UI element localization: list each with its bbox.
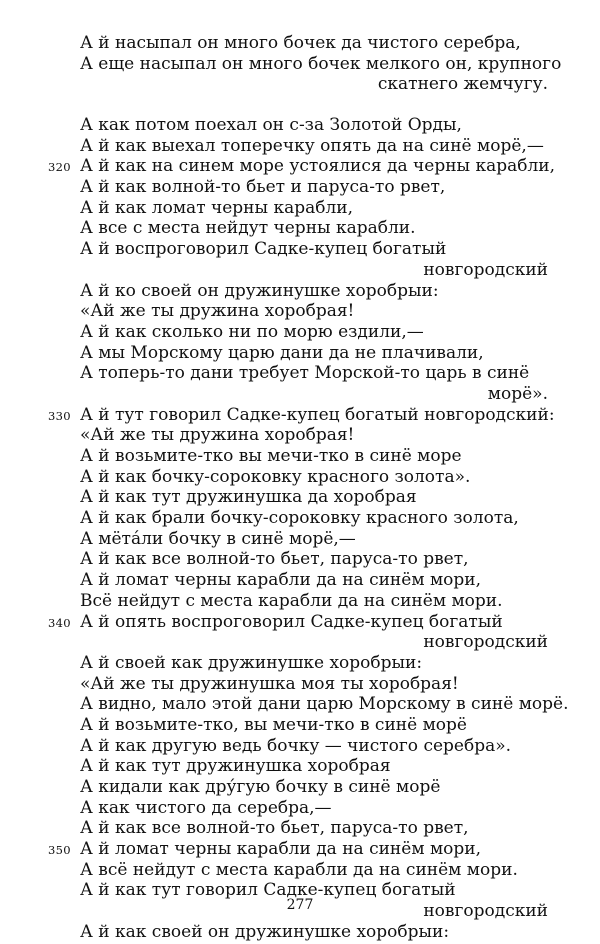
verse-text: «Ай же ты дружинушка моя ты хоробрая! [80, 673, 459, 694]
verse-text: А й ломат черны карабли да на синём мори, [80, 570, 482, 591]
verse-text: А й как сколько ни по морю ездили,— [80, 321, 424, 342]
verse-line [0, 425, 600, 446]
verse-line [0, 694, 600, 715]
verse-line [0, 674, 600, 695]
verse-text: А мы Морскому царю дани да не плачивали, [80, 342, 484, 363]
verse-line [0, 549, 600, 570]
verse-text: А й как тут дружинушка да хоробрая [80, 487, 417, 508]
verse-text: А й тут говорил Садке-купец богатый новгородский: [80, 404, 555, 425]
verse-text: А топерь-то дани требует Морской-то царь в синё [80, 363, 530, 384]
verse-text: А все с места нейдут черны карабли. [80, 218, 416, 239]
verse-line [0, 860, 600, 881]
stanza-2 [0, 115, 600, 943]
verse-line-runover [0, 384, 600, 405]
verse-text: А й как на синем море устоялися да черны карабли, [80, 156, 556, 177]
verse-line [0, 736, 600, 757]
verse-text: «Ай же ты дружина хоробрая! [80, 301, 355, 322]
verse-line [0, 115, 600, 136]
stanza-1 [0, 33, 600, 95]
verse-line [0, 922, 600, 943]
verse-text: скатнего жемчугу. [377, 74, 548, 95]
page-number: 277 [286, 897, 314, 913]
verse-text: новгородский [423, 632, 548, 653]
verse-text: А й как другую ведь бочку — чистого серебра». [80, 735, 512, 756]
verse-line [0, 322, 600, 343]
verse-line [0, 343, 600, 364]
line-number: 320 [48, 160, 71, 175]
verse-line [0, 777, 600, 798]
verse-line [0, 446, 600, 467]
verse-line-runover [0, 632, 600, 653]
verse-line [0, 591, 600, 612]
verse-text: А й своей как дружинушке хоробрыи: [80, 652, 423, 673]
verse-line [0, 301, 600, 322]
verse-line [0, 715, 600, 736]
verse-text: А й как все волной-то бьет, паруса-то рвет, [80, 818, 469, 839]
verse-line [0, 281, 600, 302]
verse-line [0, 136, 600, 157]
verse-line [0, 156, 600, 177]
verse-line [0, 570, 600, 591]
verse-text: А й возьмите-тко, вы мечи-тко в синё морё [80, 714, 467, 735]
verse-text: А мётáли бочку в синё морё,— [80, 528, 356, 549]
verse-text: А й как своей он дружинушке хоробрыи: [80, 921, 450, 942]
verse-text: А й опять воспроговорил Садке-купец богатый [80, 611, 503, 632]
verse-text: морё». [487, 383, 548, 404]
verse-text: А й воспроговорил Садке-купец богатый [80, 239, 447, 260]
verse-line [0, 798, 600, 819]
verse-line [0, 653, 600, 674]
verse-text: А й как все волной-то бьет, паруса-то рвет, [80, 549, 469, 570]
verse-text: А й насыпал он много бочек да чистого серебра, [80, 33, 521, 53]
verse-line [0, 363, 600, 384]
verse-text: А как потом поехал он с-за Золотой Орды, [80, 115, 462, 135]
verse-text: А й ко своей он дружинушке хоробрыи: [80, 280, 439, 301]
verse-text: А видно, мало этой дани царю Морскому в синё морё. [80, 694, 569, 715]
verse-text: А еще насыпал он много бочек мелкого он, крупного [80, 53, 562, 74]
verse-line [0, 405, 600, 426]
verse-text: новгородский [423, 901, 548, 922]
verse-line [0, 33, 600, 54]
line-number: 350 [48, 843, 71, 858]
verse-text: А й как тут говорил Садке-купец богатый [80, 880, 456, 901]
verse-text: А й как бочку-сороковку красного золота». [80, 466, 471, 487]
verse-text: А й как волной-то бьет и паруса-то рвет, [80, 177, 446, 198]
verse-text: А кидали как дру́гую бочку в синё морё [80, 777, 441, 797]
verse-line [0, 839, 600, 860]
verse-text: «Ай же ты дружина хоробрая! [80, 425, 355, 446]
verse-line [0, 239, 600, 260]
verse-text: А й как тут дружинушка хоробрая [80, 756, 391, 777]
verse-line [0, 198, 600, 219]
verse-text: А й как брали бочку-сороковку красного золота, [80, 508, 519, 529]
verse-line [0, 487, 600, 508]
verse-text: А й возьмите-тко вы мечи-тко в синё море [80, 446, 462, 466]
verse-line-runover [0, 74, 600, 95]
verse-text: А й как ломат черны карабли, [80, 197, 353, 218]
verse-line [0, 54, 600, 75]
verse-line-runover [0, 260, 600, 281]
verse-line [0, 218, 600, 239]
verse-line [0, 756, 600, 777]
verse-text: А всё нейдут с места карабли да на синём мори. [80, 859, 518, 880]
verse-line [0, 612, 600, 633]
verse-line [0, 177, 600, 198]
verse-line [0, 508, 600, 529]
verse-text: А й как выехал топеречку опять да на синё морё,— [80, 135, 544, 156]
line-number: 340 [48, 615, 71, 630]
verse-text: А й ломат черны карабли да на синём мори, [80, 839, 482, 860]
verse-line [0, 818, 600, 839]
verse-line [0, 467, 600, 488]
verse-text: новгородский [423, 259, 548, 280]
verse-text: Всё нейдут с места карабли да на синём мори. [80, 590, 503, 611]
verse-text: А как чистого да серебра,— [80, 797, 332, 818]
verse-line [0, 529, 600, 550]
line-number: 330 [48, 408, 71, 423]
